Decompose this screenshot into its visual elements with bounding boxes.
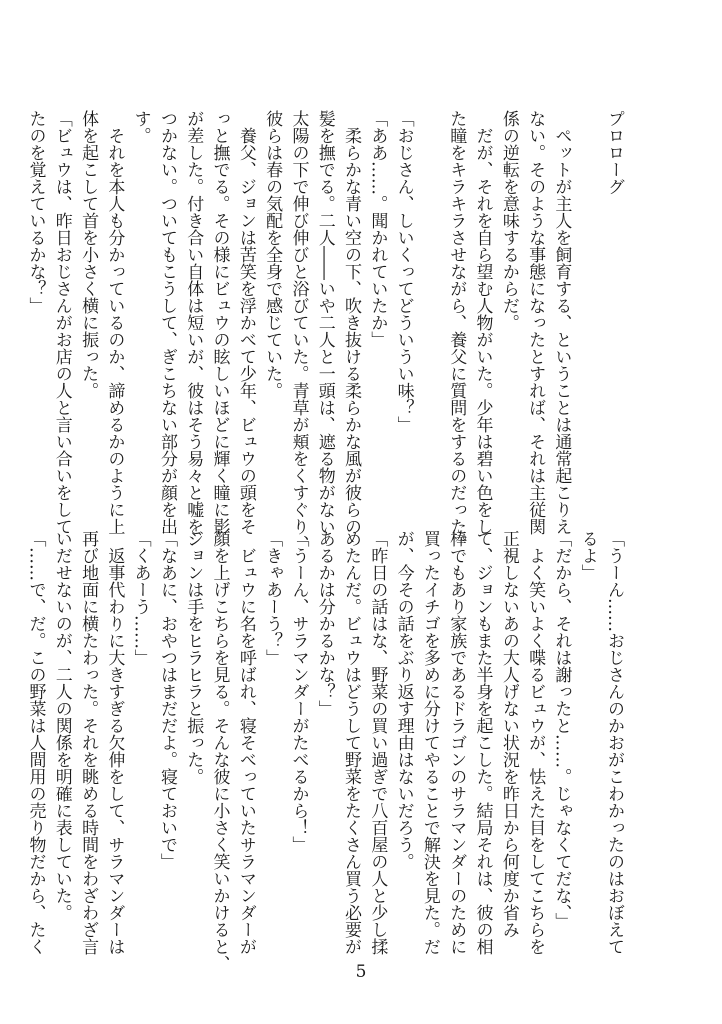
text-line: いだせないのが、二人の関係を明確に表していた。 [51,530,72,921]
lower-text-block [25,530,627,972]
text-line: 棒でもあり家族であるドラゴンのサラマンダーのために [446,530,467,955]
text-line: 再び地面に横たわった。それを眺める時間をわざわざ言 [78,530,99,955]
text-line: す。 [130,110,151,144]
text-line [574,110,600,510]
text-line: あるかは分かるかな？」 [314,530,335,717]
text-line: 柔らかな青い空の下、吹き抜ける柔らかな風が彼らの [341,110,362,535]
text-line: 「おじさん、しいくってどういうい味？」 [393,110,414,433]
text-line: つかない。ついてもこうして、ぎこちない部分が顔を出 [156,110,177,535]
text-line: よく笑いよく喋るビュウが、怯えた目をしてこちらを [525,530,546,955]
text-line: ペットが主人を飼育する、ということは通常起こりえ [551,110,572,535]
text-line: 正視しないあの大人げない状況を昨日から何度か省み [498,530,519,938]
text-line: 体を起こして首を小さく横に振った。 [78,110,99,399]
text-line [417,110,443,510]
text-line: 「ビュウは、昨日おじさんがお店の人と言い合いをして [51,110,72,535]
text-line: 係の逆転を意味するからだ。 [498,110,519,331]
text-line: 買ったイチゴを多めに分けてやることで解決を見た。だ [419,530,440,955]
text-line: ビュウに名を呼ばれ、寝そべっていたサラマンダーが [235,530,256,955]
page-number: 5 [355,962,367,982]
text-line: プロローグ [604,110,624,195]
text-line: が差した。付き合い自体は短いが、彼はそう易々と嘘を [183,110,204,535]
text-line: 髪を撫でる。二人――いや二人と一頭は、遮る物がない [314,110,335,535]
text-line: て、ジョンもまた半身を起こした。結局それは、彼の相 [472,530,493,955]
text-line: だが、それを自ら望む人物がいた。少年は碧い色をし [472,110,493,535]
text-line: が、今その話をぶり返す理由はないだろう。 [393,530,414,870]
text-line: 彼らは春の気配を全身で感じていた。 [262,110,283,399]
text-line: るよ」 [577,530,598,581]
text-line: 「きゃあーう？」 [262,530,283,666]
text-line: めたんだ。ビュウはどうして野菜をたくさん買う必要が [341,530,362,955]
text-line: それを本人も分かっているのか、諦めるかのように上 [104,110,125,535]
text-line: 「うーん……おじさんのかおがこわかったのはおぼえて [604,530,624,955]
text-line: 顔を上げこちらを見る。そんな彼に小さく笑いかけると、 [209,530,230,972]
text-line: 養父、ジョンは苦笑を浮かべて少年、ビュウの頭をそ [235,110,256,535]
text-line: 「ああ……。聞かれていたか」 [367,110,388,348]
upper-text-block [25,110,627,552]
text-line: ない。そのような事態になったとすれば、それは主従関 [525,110,546,535]
text-line: 「うーん、サラマンダーがたべるから！」 [288,530,309,853]
text-line: 「くあーう……」 [130,530,151,666]
text-line: 返事代わりに大きすぎる欠伸をして、サラマンダーは [104,530,125,955]
text-line: 太陽の下で伸び伸びと浴びていた。青草が頬をくすぐり、 [288,110,309,552]
text-line: たのを覚えているかな？」 [25,110,46,314]
text-line: 「だから、それは謝ったと……。じゃなくてだな、」 [551,530,572,930]
text-line: っと撫でる。その様にビュウの眩しいほどに輝く瞳に影 [209,110,230,535]
text-line: 「なあに、おやつはまだだよ。寝ておいで」 [156,530,177,870]
text-line: 「……で、だ。この野菜は人間用の売り物だから、たく [25,530,46,955]
text-line: ジョンは手をヒラヒラと振った。 [183,530,204,785]
text-line: 「昨日の話はな、野菜の買い過ぎで八百屋の人と少し揉 [367,530,388,955]
text-line: た瞳をキラキラさせながら、養父に質問をするのだった。 [446,110,467,552]
